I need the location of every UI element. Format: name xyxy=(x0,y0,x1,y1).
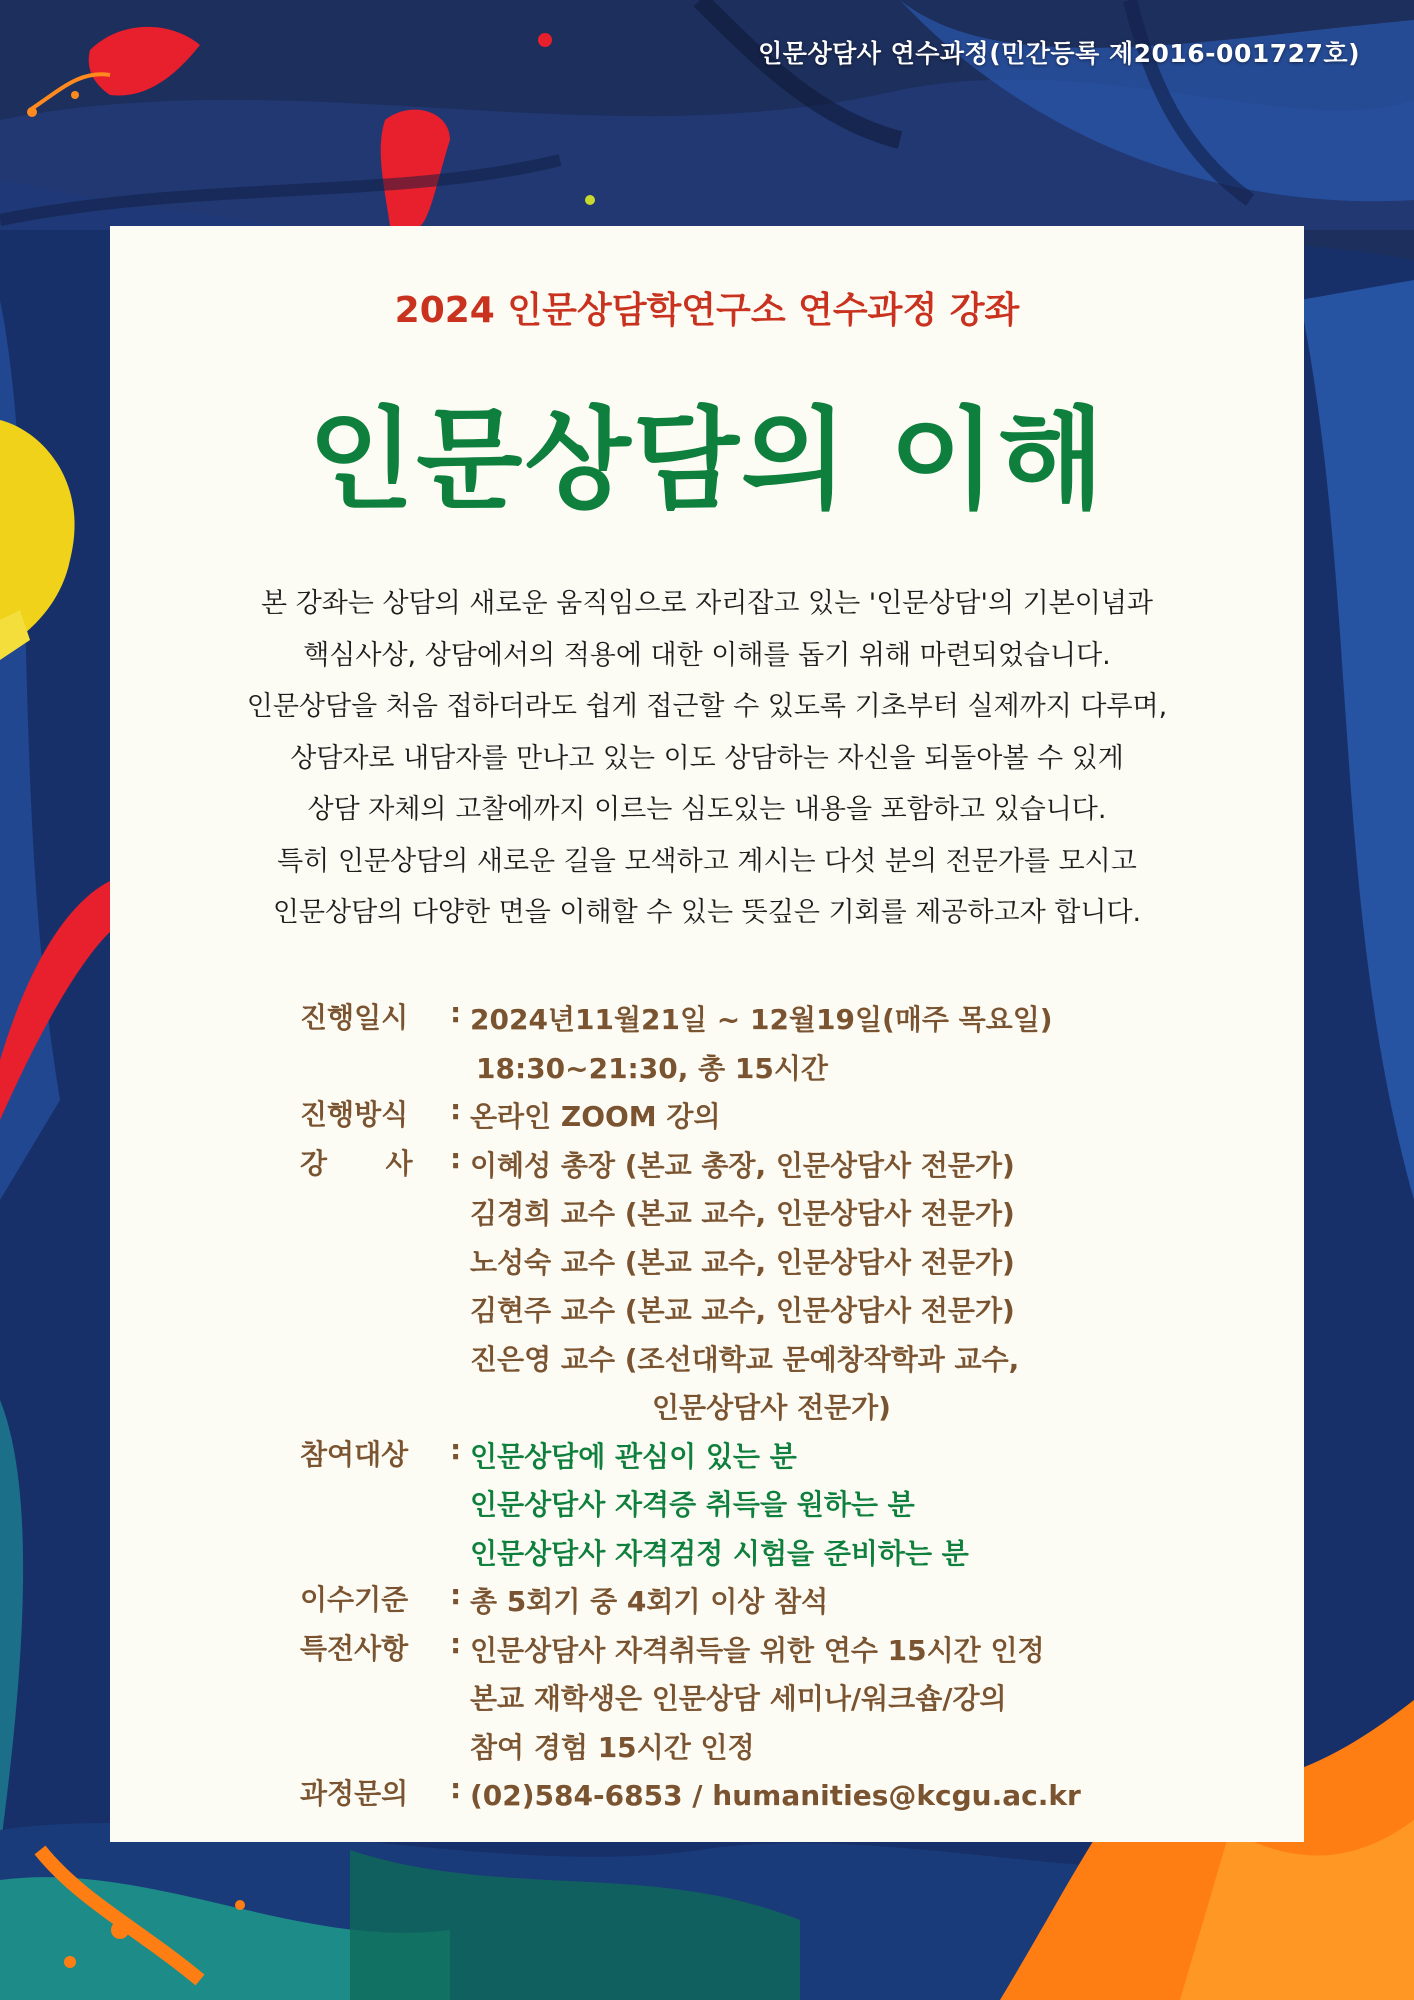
intro-paragraph xyxy=(110,578,1304,939)
detail-value: 2024년11월21일 ~ 12월19일(매주 목요일) xyxy=(470,1003,1053,1036)
detail-value: 인문상담사 자격검정 시험을 준비하는 분 xyxy=(470,1536,969,1570)
detail-value: 김경희 교수 (본교 교수, 인문상담사 전문가) xyxy=(470,1197,1015,1230)
detail-value: 인문상담사 전문가) xyxy=(652,1391,891,1424)
detail-value: 총 5회기 중 4회기 이상 참석 xyxy=(470,1585,829,1618)
detail-instructors xyxy=(300,1142,1260,1433)
detail-values xyxy=(470,1093,721,1142)
detail-separator: : xyxy=(450,1141,462,1175)
detail-values xyxy=(470,996,1053,1093)
intro-line: 상담 자체의 고찰에까지 이르는 심도있는 내용을 포함하고 있습니다. xyxy=(307,794,1107,825)
intro-line: 인문상담의 다양한 면을 이해할 수 있는 뜻깊은 기회를 제공하고자 합니다. xyxy=(272,897,1142,928)
registration-notice: 인문상담사 연수과정(민간등록 제2016-001727호) xyxy=(758,39,1360,68)
detail-value: 진은영 교수 (조선대학교 문예창작학과 교수, xyxy=(470,1342,1020,1376)
detail-values xyxy=(470,1627,1045,1773)
detail-values xyxy=(470,1772,1081,1821)
detail-separator: : xyxy=(450,996,462,1029)
detail-value: 온라인 ZOOM 강의 xyxy=(470,1100,721,1133)
detail-value: 김현주 교수 (본교 교수, 인문상담사 전문가) xyxy=(470,1294,1015,1327)
intro-line: 상담자로 내담자를 만나고 있는 이도 상담하는 자신을 되돌아볼 수 있게 xyxy=(290,742,1124,774)
intro-line: 핵심사상, 상담에서의 적용에 대한 이해를 돕기 위해 마련되었습니다. xyxy=(303,639,1111,671)
detail-audience xyxy=(300,1433,1260,1579)
course-details xyxy=(300,996,1260,1821)
detail-label: 과정문의 xyxy=(300,1777,409,1810)
detail-schedule xyxy=(300,996,1260,1093)
detail-separator: : xyxy=(450,1432,462,1466)
intro-line: 인문상담을 처음 접하더라도 쉽게 접근할 수 있도록 기초부터 실제까지 다루며, xyxy=(246,691,1168,722)
detail-completion xyxy=(300,1578,1260,1627)
detail-separator: : xyxy=(450,1578,462,1611)
detail-separator: : xyxy=(450,1772,462,1805)
detail-values xyxy=(470,1578,828,1627)
poster-subtitle: 2024 인문상담학연구소 연수과정 강좌 xyxy=(394,290,1020,331)
detail-label: 진행일시 xyxy=(300,1001,409,1034)
detail-separator: : xyxy=(450,1626,462,1660)
detail-label: 참여대상 xyxy=(300,1437,409,1471)
contact-info[interactable]: (02)584-6853 / humanities@kcgu.ac.kr xyxy=(470,1779,1081,1812)
intro-line: 본 강좌는 상담의 새로운 움직임으로 자리잡고 있는 '인문상담'의 기본이념과 xyxy=(260,588,1154,619)
detail-method xyxy=(300,1093,1260,1142)
poster-title: 인문상담의 이해 xyxy=(307,396,1107,524)
detail-value: 인문상담에 관심이 있는 분 xyxy=(470,1439,797,1473)
detail-value: 인문상담사 자격취득을 위한 연수 15시간 인정 xyxy=(470,1633,1045,1667)
detail-value: 이혜성 총장 (본교 총장, 인문상담사 전문가) xyxy=(470,1148,1015,1182)
detail-value: 노성숙 교수 (본교 교수, 인문상담사 전문가) xyxy=(470,1245,1015,1279)
detail-value: 본교 재학생은 인문상담 세미나/워크숍/강의 xyxy=(470,1682,1007,1715)
detail-separator: : xyxy=(450,1093,462,1126)
detail-values xyxy=(470,1433,969,1579)
detail-label: 이수기준 xyxy=(300,1583,409,1616)
intro-line: 특히 인문상담의 새로운 길을 모색하고 계시는 다섯 분의 전문가를 모시고 xyxy=(277,845,1137,877)
detail-label: 진행방식 xyxy=(300,1098,409,1131)
detail-benefits xyxy=(300,1627,1260,1773)
detail-value: 18:30~21:30, 총 15시간 xyxy=(476,1051,828,1085)
detail-label: 특전사항 xyxy=(300,1631,409,1665)
detail-value: 인문상담사 자격증 취득을 원하는 분 xyxy=(470,1488,915,1521)
detail-contact xyxy=(300,1772,1260,1821)
detail-value: 참여 경험 15시간 인정 xyxy=(470,1730,755,1764)
poster-card xyxy=(110,226,1304,1842)
detail-values xyxy=(470,1142,1019,1433)
detail-label: 강 사 xyxy=(300,1146,413,1180)
